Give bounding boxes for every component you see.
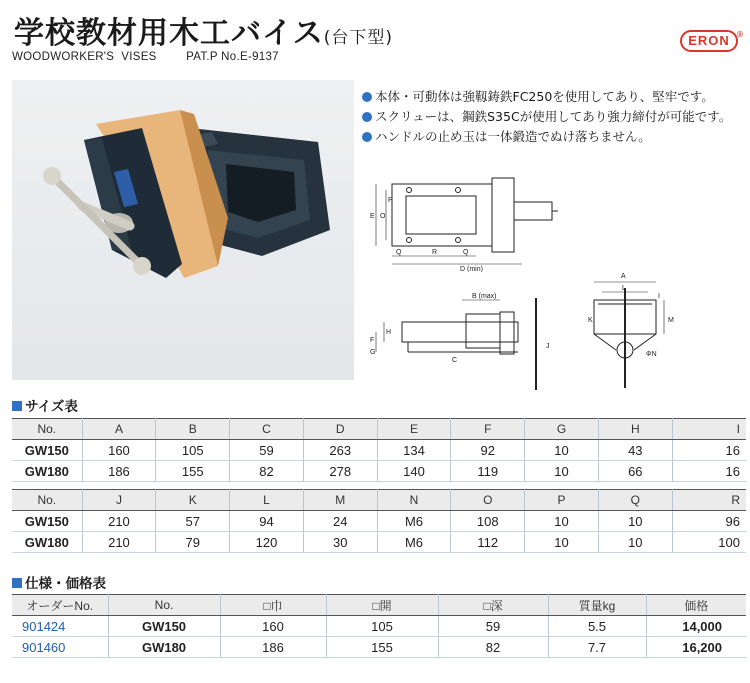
price-table xyxy=(12,594,746,658)
dim-label: O xyxy=(380,213,386,220)
dim-label: F xyxy=(370,337,375,344)
table-row: GW150 210 57 94 24 M6 108 10 10 96 xyxy=(12,511,746,532)
feature-item: 本体・可動体は強靱鋳鉄FC250を使用してあり、堅牢です。 xyxy=(362,87,746,107)
product-photo xyxy=(12,80,354,380)
price-table-heading: 仕様・価格表 xyxy=(12,572,106,592)
dim-label: C xyxy=(452,357,458,364)
dim-label: ΦN xyxy=(646,351,657,358)
order-number: 901460 xyxy=(12,637,108,658)
table-row: GW180 186 155 82 278 140 119 10 66 16 xyxy=(12,461,746,482)
dim-label: Q xyxy=(396,249,402,256)
table-row: 901424 GW150 160 105 59 5.5 14,000 xyxy=(12,616,746,637)
feature-item: ハンドルの止め玉は一体鍛造でぬけ落ちません。 xyxy=(362,127,746,147)
size-table-part1 xyxy=(12,418,746,482)
title-suffix: (台下型) xyxy=(323,28,393,48)
feature-item: スクリューは、鋼鉄S35Cが使用してあり強力締付が可能です。 xyxy=(362,107,746,127)
size-table-part2 xyxy=(12,489,746,553)
table-row: GW180 210 79 120 30 M6 112 10 10 100 xyxy=(12,532,746,553)
dim-label: K xyxy=(588,317,593,324)
dim-label: B (max) xyxy=(472,293,497,300)
patent-number: PAT.P No.E-9137 xyxy=(186,51,279,63)
bullet-icon xyxy=(362,92,372,102)
table-header-row: オーダーNo. No. □巾 □開 □深 質量kg 価格 xyxy=(12,595,746,616)
brand-logo: ERON ® xyxy=(680,30,738,52)
bullet-icon xyxy=(362,132,372,142)
price-value: 14,000 xyxy=(646,616,746,637)
dim-label: M xyxy=(668,317,674,324)
dim-label: I xyxy=(658,293,660,300)
dim-label: Q xyxy=(463,249,469,256)
dim-label: E xyxy=(370,213,375,220)
price-value: 16,200 xyxy=(646,637,746,658)
table-row: GW150 160 105 59 263 134 92 10 43 16 xyxy=(12,440,746,461)
dim-label: L xyxy=(622,285,626,292)
vise-illustration xyxy=(12,80,354,380)
dim-label: A xyxy=(621,273,626,280)
size-table-heading: サイズ表 xyxy=(12,395,78,415)
english-subtitle: WOODWORKER'S VISES xyxy=(12,51,157,63)
dim-label: P xyxy=(388,197,393,204)
feature-list xyxy=(362,87,746,147)
front-view-diagram xyxy=(588,270,684,392)
dim-label: D (min) xyxy=(460,266,483,272)
table-row: 901460 GW180 186 155 82 7.7 16,200 xyxy=(12,637,746,658)
square-bullet-icon xyxy=(12,401,22,411)
dim-label: H xyxy=(386,329,392,336)
dim-label: G xyxy=(370,349,376,356)
table-header-row: No. J K L M N O P Q R xyxy=(12,490,746,511)
dim-label: J xyxy=(546,343,550,350)
table-header-row: No. A B C D E F G H I xyxy=(12,419,746,440)
square-bullet-icon xyxy=(12,578,22,588)
subtitle-row xyxy=(12,51,305,63)
side-view-diagram xyxy=(362,292,574,392)
bullet-icon xyxy=(362,112,372,122)
registered-mark: ® xyxy=(737,30,744,39)
page-title: 学校教材用木工バイス(台下型) xyxy=(14,16,393,51)
order-number: 901424 xyxy=(12,616,108,637)
title-row xyxy=(12,6,742,50)
top-view-diagram xyxy=(362,168,582,272)
dim-label: R xyxy=(432,249,438,256)
